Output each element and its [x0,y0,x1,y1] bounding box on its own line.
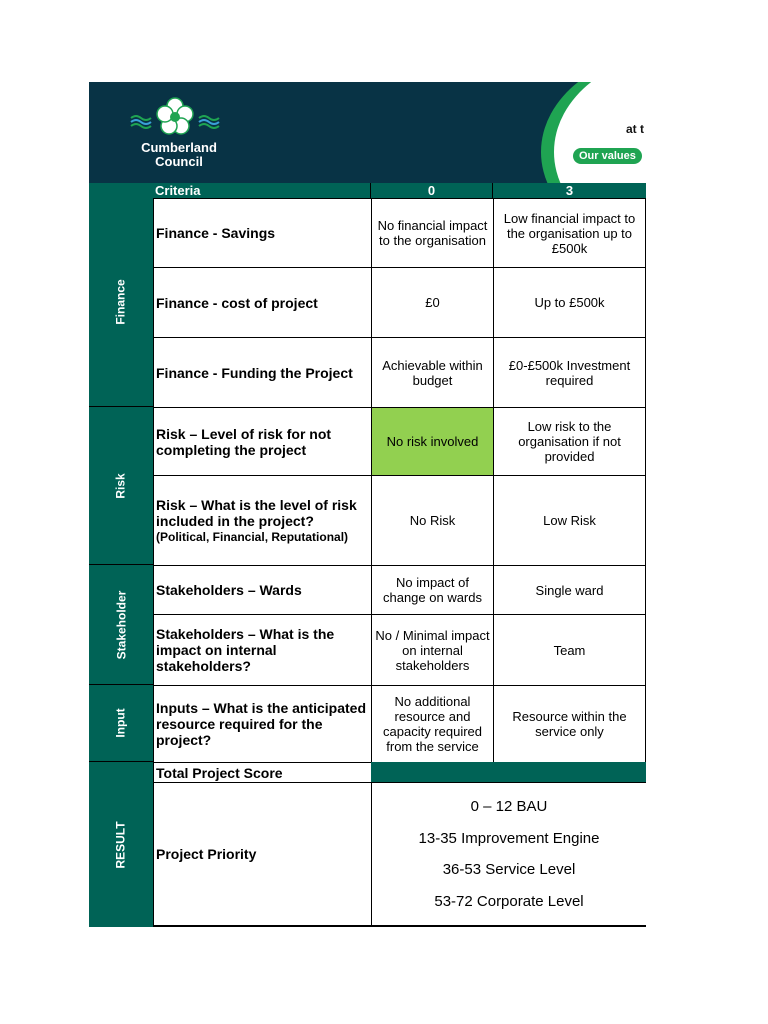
section-finance: Finance [89,198,153,407]
score-3-cell: Low financial impact to the organisation up to £500k [493,198,646,268]
criteria-note: (Political, Financial, Reputational) [156,529,349,544]
criteria-cell: Stakeholders – Wards [153,565,372,615]
scoring-matrix-document [89,82,646,927]
score-3-cell: Up to £500k [493,267,646,338]
section-risk: Risk [89,407,153,565]
priority-level: 0 – 12 BAU [470,798,548,816]
criteria-cell: Stakeholders – What is the impact on internal stakeholders? [153,614,372,686]
priority-level: 36-53 Service Level [442,861,576,879]
score-0-header: 0 [371,183,493,198]
score-3-header: 3 [493,183,646,198]
criteria-cell: Finance - Savings [153,198,372,268]
criteria-cell: Finance - Funding the Project [153,337,372,408]
criteria-cell: Inputs – What is the anticipated resource required for the project? [153,685,372,763]
org-name: Cumberland Council [141,140,217,169]
header-banner [89,82,646,183]
priority-level: 53-72 Corporate Level [434,892,584,910]
project-priority-label: Project Priority [153,782,372,927]
score-3-cell: Low risk to the organisation if not provided [493,407,646,476]
score-0-cell: Achievable within budget [371,337,494,408]
criteria-header: Criteria [153,183,371,198]
priority-level: 13-35 Improvement Engine [418,829,600,847]
score-0-cell: No impact of change on wards [371,565,494,615]
score-0-cell: No additional resource and capacity required from the service [371,685,494,763]
criteria-text: Risk – What is the level of risk included in the project? [156,496,357,529]
total-score-label: Total Project Score [153,762,372,783]
score-0-cell-highlighted: No risk involved [371,407,494,476]
score-0-cell: £0 [371,267,494,338]
total-score-value-cell [371,762,646,783]
section-stakeholder: Stakeholder [89,565,153,685]
score-0-cell: No financial impact to the organisation [371,198,494,268]
score-3-cell: Single ward [493,565,646,615]
score-0-cell: No / Minimal impact on internal stakeholders [371,614,494,686]
criteria-cell: Risk – Level of risk for not completing the project [153,407,372,476]
score-3-cell: Low Risk [493,475,646,566]
section-input: Input [89,685,153,762]
our-values-badge: Our values [573,148,642,164]
tagline-text: at t [626,122,644,136]
header-blank-cell [89,183,153,198]
score-3-cell: £0-£500k Investment required [493,337,646,408]
section-result: RESULT [89,762,153,927]
criteria-cell [153,475,372,566]
score-0-cell: No Risk [371,475,494,566]
score-3-cell: Resource within the service only [493,685,646,763]
project-priority-levels [371,782,646,927]
criteria-cell: Finance - cost of project [153,267,372,338]
score-3-cell: Team [493,614,646,686]
